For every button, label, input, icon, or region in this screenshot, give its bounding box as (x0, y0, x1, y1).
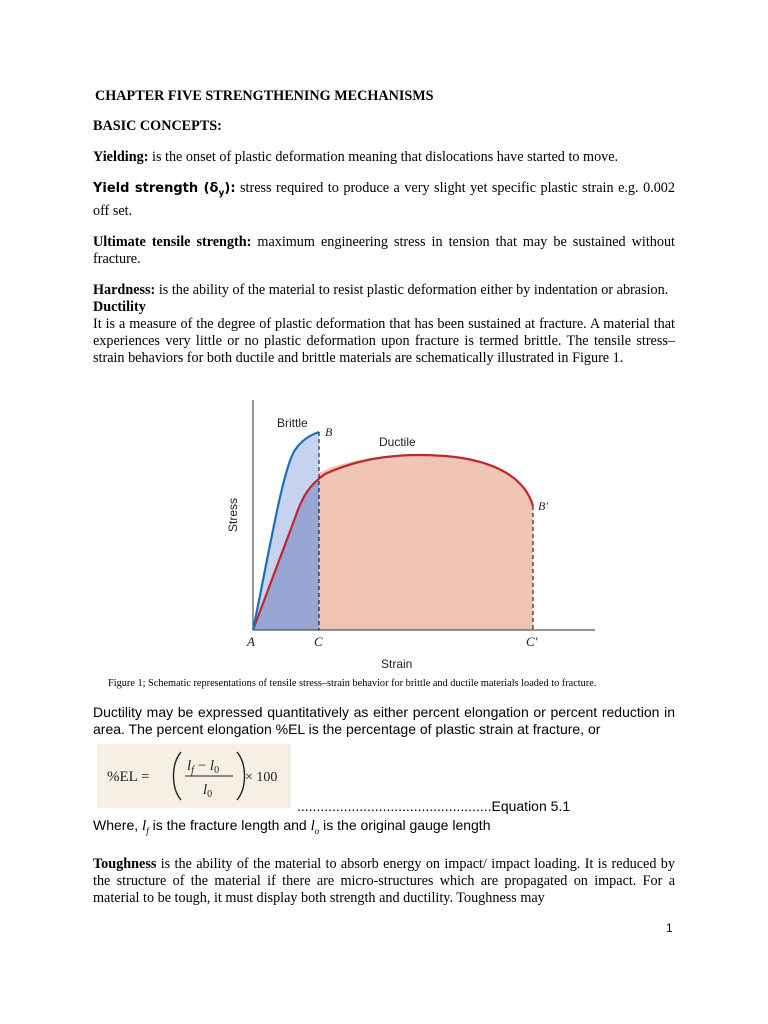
ductility-heading: Ductility (93, 298, 146, 315)
strain-axis-label: Strain (381, 657, 413, 671)
point-b-prime-label: B′ (538, 499, 548, 513)
page-number: 1 (666, 921, 673, 935)
stress-strain-figure (215, 398, 595, 678)
point-b-label: B (325, 425, 333, 439)
toughness-paragraph: Toughness is the ability of the material to absorb energy on impact/ impact loading. It is reduced by the structure of the material if there are micro-structures which are propagated on impact. For a material to be tough, it must display both strength and ductility. Toughness may (93, 856, 675, 906)
basic-concepts-heading: BASIC CONCEPTS: (93, 118, 222, 134)
equation-lhs: %EL = (107, 769, 150, 785)
ductile-label: Ductile (379, 435, 416, 449)
equation-reference: ..................................................Equation 5.1 (297, 798, 571, 814)
equation-left-paren (174, 752, 182, 800)
chapter-title: CHAPTER FIVE STRENGTHENING MECHANISMS (95, 88, 434, 104)
equation-box (97, 744, 291, 808)
equation-denominator: $l_0$ (203, 782, 213, 800)
point-c-label: C (314, 634, 323, 649)
ductility-expression-paragraph: Ductility may be expressed quantitatively as either percent elongation or percent reduction in area. The percent elongation %EL is the percentage of plastic strain at fracture, or (93, 704, 675, 737)
equation-numerator: $l_f - l_0$ (187, 758, 220, 776)
where-line: Where, $l_f$ is the fracture length and $l_o$ is the original gauge length (93, 817, 491, 836)
elongation-equation (97, 744, 291, 808)
stress-axis-label: Stress (226, 497, 240, 532)
point-c-prime-label: C′ (526, 634, 538, 649)
ductility-paragraph: It is a measure of the degree of plastic deformation that has been sustained at fracture. A material that experiences very little or no plastic deformation upon fracture is termed brittle. The tensile stress–strain behaviors for both ductile and brittle materials are schematically illustrated in Figure 1. (93, 315, 675, 366)
figure-caption: Figure 1; Schematic representations of tensile stress–strain behavior for brittle and ductile materials loaded to fracture. (108, 678, 597, 689)
yield-strength-definition: Yield strength $(\delta_y)$: stress required to produce a very slight yet specific plastic strain e.g. 0.002 off set. (93, 180, 675, 219)
yielding-definition: Yielding: is the onset of plastic deformation meaning that dislocations have started to move. (93, 149, 619, 165)
point-a-label: A (247, 634, 255, 649)
hardness-definition: Hardness: is the ability of the material to resist plastic deformation either by indentation or abrasion. (93, 281, 669, 298)
equation-times-100: × 100 (245, 770, 278, 785)
equation-right-paren (237, 752, 245, 800)
brittle-label: Brittle (277, 416, 308, 430)
document-body (93, 84, 675, 367)
uts-definition: Ultimate tensile strength: maximum engineering stress in tension that may be sustained without fracture. (93, 233, 675, 267)
